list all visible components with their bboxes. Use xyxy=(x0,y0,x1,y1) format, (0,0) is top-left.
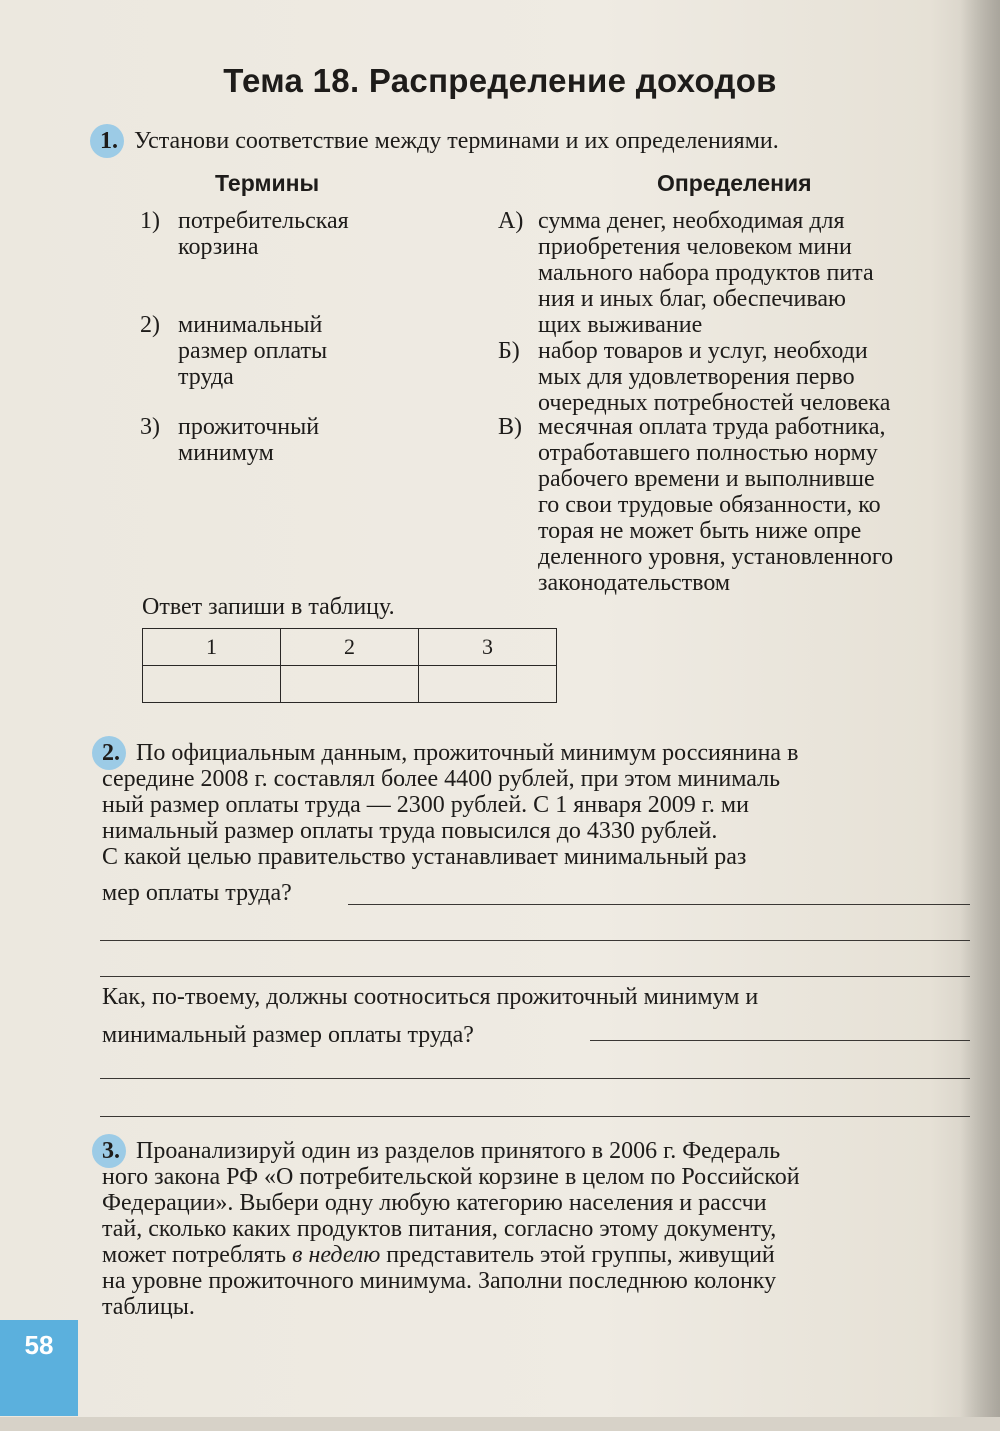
task-3-line-5 xyxy=(102,1242,775,1268)
task-2-line-1: По официальным данным, прожиточный минимум россиянина в xyxy=(136,740,799,766)
task-3-line-4: тай, сколько каких продуктов питания, согласно этому документу, xyxy=(102,1216,777,1242)
task-3-line-5-start: может потреблять xyxy=(102,1242,293,1268)
definition-c-line-2: отработавшего полностью норму xyxy=(538,440,878,466)
definition-c-line-1: месячная оплата труда работника, xyxy=(538,414,886,440)
term-1-line-2: корзина xyxy=(178,234,259,260)
task-1-prompt: Установи соответствие между терминами и их определениями. xyxy=(134,128,779,154)
answer-cell-3[interactable] xyxy=(419,666,557,703)
term-1-label: 1) xyxy=(140,208,160,234)
definition-a-line-2: приобретения человеком мини xyxy=(538,234,852,260)
definition-a-line-4: ния и иных благ, обеспечиваю xyxy=(538,286,846,312)
term-2-line-2: размер оплаты xyxy=(178,338,328,364)
term-3-line-2: минимум xyxy=(178,440,274,466)
definition-b-line-3: очередных потребностей человека xyxy=(538,390,891,416)
definitions-header: Определения xyxy=(657,170,812,196)
terms-header: Термины xyxy=(215,170,320,196)
task-2-question-2-line-2: минимальный размер оплаты труда? xyxy=(102,1022,474,1048)
answer-table-input-row xyxy=(143,666,557,703)
answer-prompt: Ответ запиши в таблицу. xyxy=(142,594,395,620)
task-2-line-4: нимальный размер оплаты труда повысился до 4330 рублей. xyxy=(102,818,718,844)
definition-a-label: А) xyxy=(498,208,524,234)
task-1-number: 1. xyxy=(100,128,118,154)
task-3-line-7: таблицы. xyxy=(102,1294,195,1320)
answer-table xyxy=(142,628,557,703)
page-title: Тема 18. Распределение доходов xyxy=(223,62,777,99)
answer-line-6[interactable] xyxy=(100,1116,970,1117)
task-2-line-3: ный размер оплаты труда — 2300 рублей. С 1 января 2009 г. ми xyxy=(102,792,749,818)
answer-cell-2[interactable] xyxy=(281,666,419,703)
term-3-label: 3) xyxy=(140,414,160,440)
term-3-line-1: прожиточный xyxy=(178,414,320,440)
definition-a-line-1: сумма денег, необходимая для xyxy=(538,208,845,234)
definition-c-line-6: деленного уровня, установленного xyxy=(538,544,894,570)
task-3-line-5-italic: в неделю xyxy=(292,1242,381,1268)
definition-c-line-7: законодательством xyxy=(538,570,731,596)
definition-a-line-5: щих выживание xyxy=(538,312,703,338)
answer-table-header-row xyxy=(143,629,557,666)
task-3-line-5-end: представитель этой группы, живущий xyxy=(380,1242,775,1268)
page-number-tab xyxy=(0,1320,78,1416)
term-2-line-3: труда xyxy=(178,364,234,390)
page-number: 58 xyxy=(24,1330,54,1360)
task-2-line-6: мер оплаты труда? xyxy=(102,880,292,906)
definition-c-line-3: рабочего времени и выполнивше xyxy=(538,466,875,492)
answer-cell-1[interactable] xyxy=(143,666,281,703)
page-bottom-edge xyxy=(0,1417,1000,1431)
answer-line-3[interactable] xyxy=(100,976,970,977)
answer-header-2: 2 xyxy=(281,629,419,666)
answer-header-3: 3 xyxy=(419,629,557,666)
answer-line-5[interactable] xyxy=(100,1078,970,1079)
answer-line-4[interactable] xyxy=(590,1040,970,1041)
task-2-number: 2. xyxy=(102,740,120,766)
task-2-line-5: С какой целью правительство устанавливает минимальный раз xyxy=(102,844,747,870)
definition-c-line-5: торая не может быть ниже опре xyxy=(538,518,862,544)
task-3-line-2: ного закона РФ «О потребительской корзине в целом по Российской xyxy=(102,1164,800,1190)
definition-b-line-1: набор товаров и услуг, необходи xyxy=(538,338,868,364)
term-1-line-1: потребительская xyxy=(178,208,349,234)
definition-c-label: В) xyxy=(498,414,522,440)
task-3-number: 3. xyxy=(102,1138,120,1164)
term-2-line-1: минимальный xyxy=(178,312,323,338)
definition-b-line-2: мых для удовлетворения перво xyxy=(538,364,855,390)
answer-line-2[interactable] xyxy=(100,940,970,941)
term-2-label: 2) xyxy=(140,312,160,338)
task-3-line-6: на уровне прожиточного минимума. Заполни последнюю колонку xyxy=(102,1268,777,1294)
definition-a-line-3: мального набора продуктов пита xyxy=(538,260,874,286)
task-2-question-2-line-1: Как, по-твоему, должны соотноситься прожиточный минимум и xyxy=(102,984,759,1010)
definition-b-label: Б) xyxy=(498,338,520,364)
task-3-line-3: Федерации». Выбери одну любую категорию населения и рассчи xyxy=(102,1190,767,1216)
page-fold-shadow xyxy=(960,0,1000,1431)
answer-header-1: 1 xyxy=(143,629,281,666)
task-2-line-2: середине 2008 г. составлял более 4400 рублей, при этом минималь xyxy=(102,766,781,792)
definition-c-line-4: го свои трудовые обязанности, ко xyxy=(538,492,881,518)
task-3-line-1: Проанализируй один из разделов принятого в 2006 г. Федераль xyxy=(136,1138,781,1164)
answer-line-1[interactable] xyxy=(348,904,970,905)
